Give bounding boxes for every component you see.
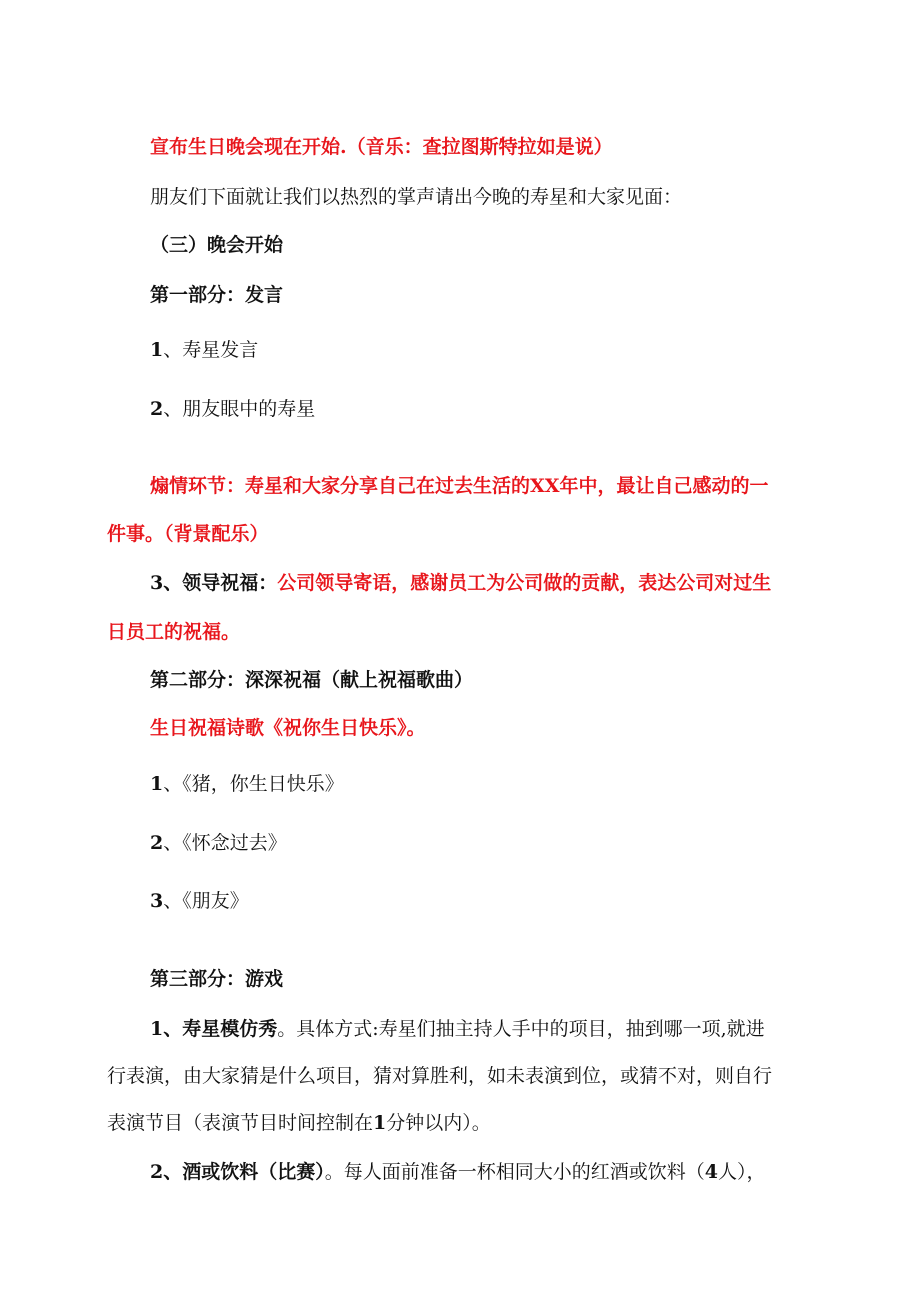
game-one-line-cont: 行表演，由大家猜是什么项目，猜对算胜利，如未表演到位，或猜不对，则自行 bbox=[107, 1065, 773, 1087]
list-number: 2 bbox=[150, 832, 164, 854]
game-two-text-b: 人）， bbox=[717, 1161, 766, 1183]
game-one-text-b: 分钟以内）。 bbox=[386, 1112, 491, 1134]
list-text: 、《猪，你生日快乐》 bbox=[163, 773, 344, 795]
part-two-heading: 第二部分：深深祝福（献上祝福歌曲） bbox=[150, 669, 474, 691]
list-number: 2 bbox=[150, 398, 164, 420]
game-one-text: 。具体方式:寿星们抽主持人手中的项目，抽到哪一项,就进 bbox=[277, 1018, 765, 1040]
part-three-heading: 第三部分：游戏 bbox=[150, 968, 284, 990]
list-item bbox=[150, 772, 344, 796]
list-number: 1 bbox=[150, 773, 164, 795]
game-one-line-cont2 bbox=[107, 1111, 822, 1135]
game-two-text-a: 。每人面前准备一杯相同大小的红酒或饮料（ bbox=[324, 1161, 705, 1183]
emotional-segment-line: 煽情环节：寿星和大家分享自己在过去生活的XX年中，最让自己感动的一 bbox=[150, 475, 769, 497]
game-one-text-a: 表演节目（表演节目时间控制在 bbox=[107, 1112, 374, 1134]
game-two-line bbox=[150, 1160, 766, 1184]
game-one-label: 1、寿星模仿秀 bbox=[150, 1018, 278, 1040]
intro-line: 朋友们下面就让我们以热烈的掌声请出今晚的寿星和大家见面： bbox=[150, 186, 683, 208]
leader-blessing-text: 公司领导寄语，感谢员工为公司做的贡献，表达公司对过生 bbox=[277, 572, 772, 594]
list-text: 、《朋友》 bbox=[163, 890, 249, 912]
emotional-segment-line-cont: 件事。（背景配乐） bbox=[107, 523, 269, 545]
list-text: 、朋友眼中的寿星 bbox=[163, 398, 316, 420]
part-one-heading: 第一部分：发言 bbox=[150, 284, 284, 306]
list-item bbox=[150, 889, 249, 913]
leader-blessing-label: 3、领导祝福： bbox=[150, 572, 278, 594]
list-text: 、寿星发言 bbox=[163, 339, 259, 361]
section-heading-party-start: （三）晚会开始 bbox=[150, 234, 284, 256]
leader-blessing-line bbox=[150, 571, 771, 595]
game-two-label: 2、酒或饮料（比赛） bbox=[150, 1161, 325, 1183]
game-one-minutes: 1 bbox=[373, 1112, 387, 1134]
list-item bbox=[150, 397, 315, 421]
game-one-line bbox=[150, 1017, 765, 1041]
list-number: 1 bbox=[150, 339, 164, 361]
game-two-count: 4 bbox=[704, 1161, 718, 1183]
list-item bbox=[150, 338, 258, 362]
leader-blessing-line-cont: 日员工的祝福。 bbox=[107, 621, 241, 643]
list-text: 、《怀念过去》 bbox=[163, 832, 287, 854]
list-item bbox=[150, 831, 287, 855]
announcement-line: 宣布生日晚会现在开始.（音乐：查拉图斯特拉如是说） bbox=[150, 136, 613, 158]
poem-line: 生日祝福诗歌《祝你生日快乐》。 bbox=[150, 717, 426, 739]
list-number: 3 bbox=[150, 890, 164, 912]
